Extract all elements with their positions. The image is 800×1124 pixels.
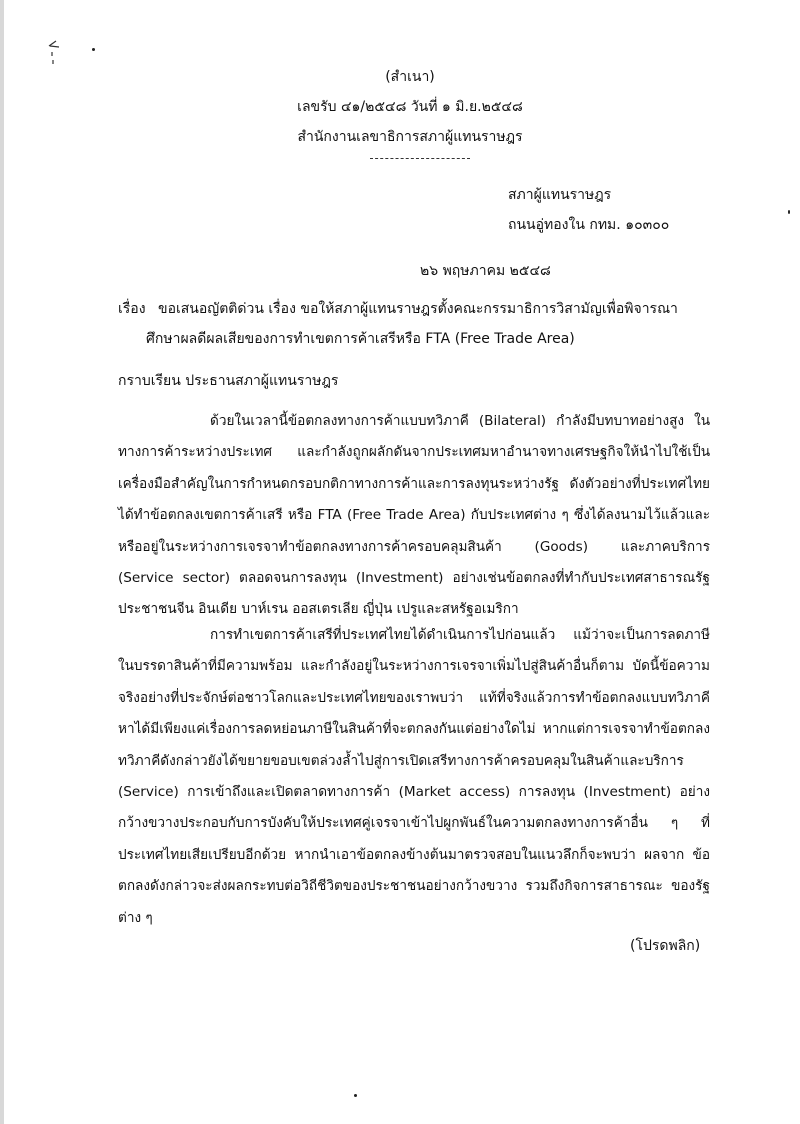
- subject-label: เรื่อง: [118, 301, 146, 317]
- header-divider: [370, 158, 470, 159]
- paragraph-1-text: ด้วยในเวลานี้ข้อตกลงทางการค้าแบบทวิภาคี (Bilateral) กำลังมีบทบาทอย่างสูง ในทางการค้าระหว่างประเทศ และกำลังถูกผลักดันจากประเทศมหาอำนาจทางเศรษฐกิจให้นำไปใช้เป็น เครื่องมือสำคัญในการกำหนดกรอบกติกาทางการค้าและการลงทุนระหว่างรัฐ ดังตัวอย่างที่ประเทศไทย ได้ทำข้อตกลงเขตการค้าเสรี หรือ FTA (Free Trade Area) กับประเทศต่าง ๆ ซึ่งได้ลงนามไว้แล้วและ หรืออยู่ในระหว่างการเจรจาทำข้อตกลงทางการค้าครอบคลุมสินค้า (Goods) และภาคบริการ (Service sector) ตลอดจนการลงทุน (Investment) อย่างเช่นข้อตกลงที่ทำกับประเทศสาธารณรัฐประชาชนจีน อินเดีย บาห์เรน ออสเตรเลีย ญี่ปุ่น เปรูและสหรัฐอเมริกา: [118, 413, 710, 618]
- body-paragraph-2: [118, 620, 710, 934]
- copy-label: (สำเนา): [385, 69, 435, 85]
- handwritten-mark-icon: [46, 38, 62, 70]
- address-line-1: สภาผู้แทนราษฎร: [508, 187, 612, 203]
- letter-date: ๒๖ พฤษภาคม ๒๕๔๘: [420, 263, 551, 279]
- office-line: สำนักงานเลขาธิการสภาผู้แทนราษฎร: [297, 129, 523, 145]
- turn-over-note: (โปรดพลิก): [630, 938, 701, 954]
- address-line-2: ถนนอู่ทองใน กทม. ๑๐๓๐๐: [508, 217, 670, 233]
- subject-line-1: ขอเสนอญัตติด่วน เรื่อง ขอให้สภาผู้แทนราษฎรตั้งคณะกรรมาธิการวิสามัญเพื่อพิจารณา: [158, 301, 678, 317]
- receipt-line: เลขรับ ๔๑/๒๕๔๘ วันที่ ๑ มิ.ย.๒๕๔๘: [297, 99, 523, 115]
- scan-speck: [788, 210, 790, 214]
- subject-line-2: ศึกษาผลดีผลเสียของการทำเขตการค้าเสรีหรือ FTA (Free Trade Area): [146, 331, 575, 347]
- subject-block: [118, 294, 738, 354]
- scan-edge-shadow: [0, 0, 4, 1124]
- paragraph-2-text: การทำเขตการค้าเสรีที่ประเทศไทยได้ดำเนินการไปก่อนแล้ว แม้ว่าจะเป็นการลดภาษี ในบรรดาสินค้าที่มีความพร้อม และกำลังอยู่ในระหว่างการเจรจาเพิ่มไปสู่สินค้าอื่นก็ตาม บัดนี้ข้อความ จริงอย่างที่ประจักษ์ต่อชาวโลกและประเทศไทยของเราพบว่า แท้ที่จริงแล้วการทำข้อตกลงแบบทวิภาคี หาได้มีเพียงแค่เรื่องการลดหย่อนภาษีในสินค้าที่จะตกลงกันแต่อย่างใดไม่ หากแต่การเจรจาทำข้อตกลง ทวิภาคีดังกล่าวยังได้ขยายขอบเขตล่วงล้ำไปสู่การเปิดเสรีทางการค้าครอบคลุมในสินค้าและบริการ (Service) การเข้าถึงและเปิดตลาดทางการค้า (Market access) การลงทุน (Investment) อย่าง กว้างขวางประกอบกับการบังคับให้ประเทศคู่เจรจาเข้าไปผูกพันธ์ในความตกลงทางการค้าอื่น ๆ ที่ประเทศไทยเสียเปรียบอีกด้วย หากนำเอาข้อตกลงข้างต้นมาตรวจสอบในแนวลึกก็จะพบว่า ผลจาก ข้อตกลงดังกล่าวจะส่งผลกระทบต่อวิถีชีวิตของประชาชนอย่างกว้างขวาง รวมถึงกิจการสาธารณะ ของรัฐต่าง ๆ: [118, 627, 710, 926]
- salutation: กราบเรียน ประธานสภาผู้แทนราษฎร: [118, 373, 339, 389]
- scan-speck: [92, 48, 95, 51]
- scan-speck: [354, 1094, 357, 1097]
- body-paragraph-1: [118, 406, 710, 626]
